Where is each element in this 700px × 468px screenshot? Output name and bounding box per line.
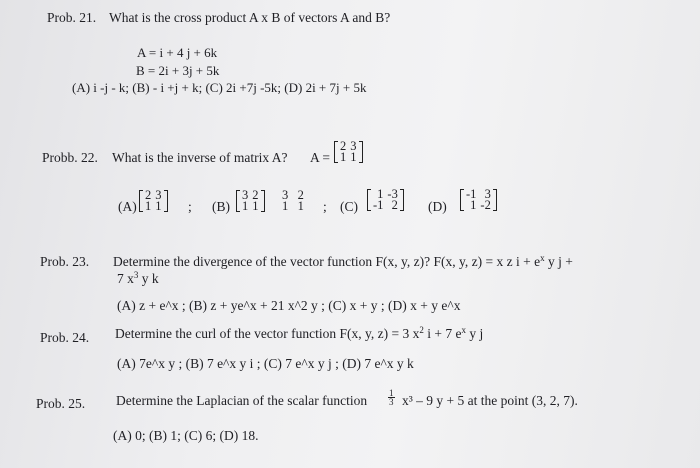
prob-22-sep-2: ; bbox=[323, 199, 327, 214]
prob-22-opt-d-matrix: -1 3 1 -2 bbox=[460, 189, 497, 211]
prob-23-options: (A) z + e^x ; (B) z + ye^x + 21 x^2 y ; (C) x + y ; (D) x + y e^x bbox=[117, 298, 461, 313]
prob-22-label: Probb. 22. bbox=[42, 150, 98, 165]
prob-25-fraction: $\frac{1}{3}$ bbox=[389, 388, 394, 407]
prob-25-label: Prob. 25. bbox=[36, 396, 86, 411]
prob-24-question: Determine the curl of the vector function F(x, y, z) = 3 $x^2$ i + 7 $e^x$ y j bbox=[115, 325, 484, 341]
prob-24-label: Prob. 24. bbox=[40, 330, 90, 345]
prob-22-a-prefix: A = bbox=[310, 150, 330, 165]
prob-22-opt-c-label: (C) bbox=[340, 199, 358, 214]
prob-25-question-pre: Determine the Laplacian of the scalar function bbox=[116, 393, 368, 408]
prob-22-opt-a-label: (A) bbox=[118, 199, 137, 214]
prob-23-question: Determine the divergence of the vector function F(x, y, z)? F(x, y, z) = x z $i + e^x$ y j + bbox=[113, 253, 573, 269]
prob-21-eq-b: B = 2i + 3j + 5k bbox=[136, 63, 220, 78]
prob-21-options: (A) i -j - k; (B) - i +j + k; (C) 2i +7j -5k; (D) 2i + 7j + 5k bbox=[72, 80, 367, 95]
prob-25-options: (A) 0; (B) 1; (C) 6; (D) 18. bbox=[113, 428, 259, 443]
prob-22-opt-a-matrix: 2 3 1 1 bbox=[139, 190, 168, 212]
prob-21-label: Prob. 21. bbox=[47, 10, 97, 25]
prob-22-opt-b-label: (B) bbox=[212, 199, 230, 214]
prob-22-opt-c-matrix: 1 -3 -1 2 bbox=[367, 189, 404, 211]
prob-22-opt-b-matrix: 3 2 1 1 bbox=[236, 190, 265, 212]
prob-21-eq-a: A = i + 4 j + 6k bbox=[137, 45, 218, 60]
prob-23-line2: 7 $x^3$ y k bbox=[117, 270, 159, 286]
matrix-a: 2 3 1 1 bbox=[334, 141, 363, 163]
prob-24-options: (A) 7e^x y ; (B) 7 e^x y i ; (C) 7 e^x y j ; (D) 7 e^x y k bbox=[117, 356, 414, 371]
prob-25-question-post: x³ – 9 y + 5 at the point (3, 2, 7). bbox=[402, 393, 578, 408]
prob-21-question: What is the cross product A x B of vectors A and B? bbox=[109, 10, 391, 25]
prob-22-question: What is the inverse of matrix A? bbox=[112, 150, 288, 165]
prob-22-sep-1: ; bbox=[188, 199, 192, 214]
prob-22-opt-b-tail: 3 2 1 1 bbox=[282, 188, 304, 213]
prob-22-opt-d-label: (D) bbox=[428, 199, 447, 214]
prob-23-label: Prob. 23. bbox=[40, 254, 90, 269]
